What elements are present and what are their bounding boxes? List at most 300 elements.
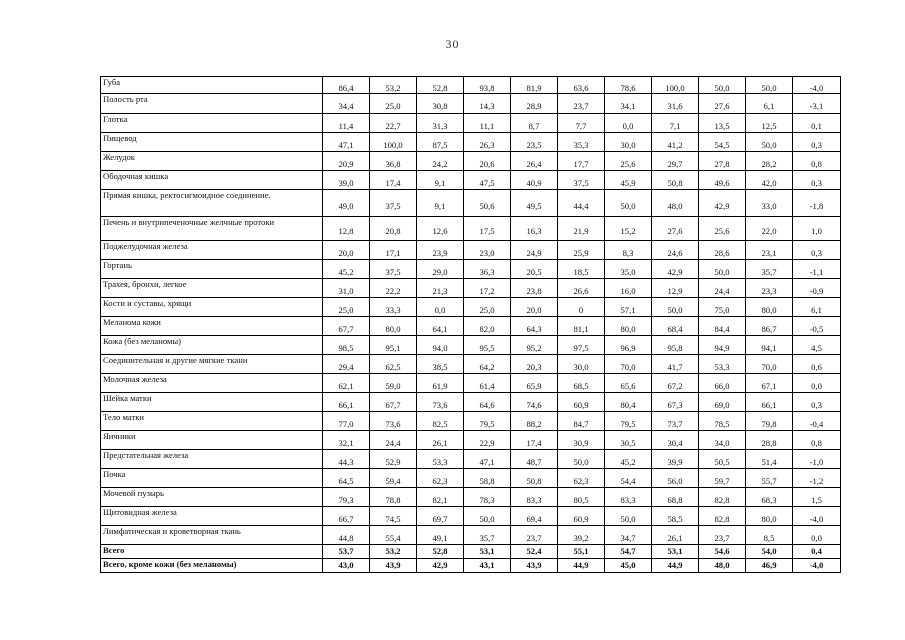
value-cell [746, 507, 793, 526]
value-cell [417, 412, 464, 431]
cell-value: 68,8 [667, 494, 683, 505]
cell-value: 42,9 [714, 200, 730, 211]
value-cell [511, 190, 558, 217]
value-cell [417, 559, 464, 573]
cell-value: 67,2 [667, 380, 683, 391]
cell-value: 50,0 [761, 139, 777, 150]
change-cell [793, 507, 841, 526]
cell-value: 43,9 [385, 560, 401, 570]
cell-value: 17,4 [526, 437, 542, 448]
total-row [101, 545, 841, 559]
cell-value: 29,0 [432, 266, 448, 277]
cell-value: 88,2 [526, 418, 542, 429]
value-cell [464, 355, 511, 374]
value-cell [558, 355, 605, 374]
value-cell [323, 450, 370, 469]
cell-value: 82,8 [714, 494, 730, 505]
value-cell [605, 336, 652, 355]
value-cell [417, 507, 464, 526]
value-cell [464, 241, 511, 260]
cell-value: 80,0 [385, 323, 401, 334]
value-cell [605, 431, 652, 450]
table-row [101, 77, 841, 94]
cell-value: 58,5 [667, 513, 683, 524]
value-cell [652, 545, 699, 559]
value-cell [605, 507, 652, 526]
cell-value: 53,2 [385, 546, 401, 556]
cell-value: 83,3 [620, 494, 636, 505]
row-label: Прямая кишка, ректосигмоидное соединение. [101, 190, 323, 217]
value-cell [370, 431, 417, 450]
value-cell [605, 260, 652, 279]
cell-value: 23,8 [526, 285, 542, 296]
value-cell [699, 507, 746, 526]
cell-value: 11,1 [479, 120, 495, 131]
value-cell [511, 374, 558, 393]
change-cell [793, 412, 841, 431]
value-cell [464, 336, 511, 355]
value-cell [652, 317, 699, 336]
cell-value: 35,7 [761, 266, 777, 277]
row-label: Пищевод [101, 133, 323, 152]
value-cell [558, 412, 605, 431]
value-cell [699, 374, 746, 393]
cell-value: 22,7 [385, 120, 401, 131]
value-cell [746, 77, 793, 94]
cell-value: 0 [578, 304, 584, 315]
cell-value: 1,5 [811, 494, 822, 505]
value-cell [417, 77, 464, 94]
value-cell [464, 77, 511, 94]
table-row [101, 152, 841, 171]
cell-value: 62,3 [573, 475, 589, 486]
change-cell [793, 77, 841, 94]
cell-value: 57,1 [620, 304, 636, 315]
cell-value: 45,2 [338, 266, 354, 277]
value-cell [511, 431, 558, 450]
cell-value: 0,3 [811, 177, 822, 188]
value-cell [323, 298, 370, 317]
value-cell [699, 279, 746, 298]
cell-value: 50,8 [667, 177, 683, 188]
cell-value: 24,2 [432, 158, 448, 169]
cell-value: 69,7 [432, 513, 448, 524]
cell-value: 66,7 [338, 513, 354, 524]
cell-value: 84,4 [714, 323, 730, 334]
value-cell [746, 94, 793, 114]
cell-value: 50,0 [667, 304, 683, 315]
value-cell [464, 393, 511, 412]
cell-value: 37,5 [385, 266, 401, 277]
cell-value: 59,7 [714, 475, 730, 486]
value-cell [652, 374, 699, 393]
value-cell [605, 77, 652, 94]
cell-value: 78,8 [385, 494, 401, 505]
cell-value: 94,1 [761, 342, 777, 353]
table-row [101, 190, 841, 217]
value-cell [558, 260, 605, 279]
row-label: Соединительная и другие мягкие ткани [101, 355, 323, 374]
cell-value: 64,5 [338, 475, 354, 486]
value-cell [558, 469, 605, 488]
cell-value: 80,0 [761, 513, 777, 524]
cell-value: 20,3 [526, 361, 542, 372]
value-cell [558, 431, 605, 450]
value-cell [417, 133, 464, 152]
value-cell [558, 545, 605, 559]
cell-value: 28,9 [526, 101, 542, 111]
value-cell [605, 190, 652, 217]
value-cell [417, 469, 464, 488]
table-row [101, 298, 841, 317]
cell-value: 0,8 [811, 437, 822, 448]
value-cell [558, 279, 605, 298]
change-cell [793, 545, 841, 559]
value-cell [511, 217, 558, 241]
value-cell [464, 133, 511, 152]
value-cell [699, 526, 746, 545]
cell-value: 24,4 [714, 285, 730, 296]
value-cell [464, 545, 511, 559]
table-row [101, 317, 841, 336]
value-cell [746, 133, 793, 152]
cell-value: 28,2 [761, 158, 777, 169]
cell-value: 52,8 [432, 82, 448, 93]
value-cell [511, 260, 558, 279]
cell-value: 42,0 [761, 177, 777, 188]
cell-value: 69,0 [714, 399, 730, 410]
value-cell [558, 133, 605, 152]
table-row [101, 94, 841, 114]
cell-value: 26,6 [573, 285, 589, 296]
cell-value: 68,3 [761, 494, 777, 505]
cell-value: -4,0 [809, 82, 824, 93]
cell-value: 35,7 [479, 532, 495, 543]
value-cell [370, 545, 417, 559]
value-cell [511, 114, 558, 133]
value-cell [511, 469, 558, 488]
value-cell [699, 114, 746, 133]
value-cell [558, 217, 605, 241]
value-cell [605, 298, 652, 317]
value-cell [464, 488, 511, 507]
value-cell [699, 241, 746, 260]
cell-value: 61,4 [479, 380, 495, 391]
cell-value: 47,1 [338, 139, 354, 150]
cell-value: 7,7 [575, 120, 587, 131]
cell-value: 0,6 [811, 361, 822, 372]
value-cell [511, 152, 558, 171]
cell-value: 26,3 [479, 139, 495, 150]
change-cell [793, 298, 841, 317]
cell-value: 81,9 [526, 82, 542, 93]
cell-value: 18,5 [573, 266, 589, 277]
value-cell [417, 190, 464, 217]
cell-value: 25,0 [479, 304, 495, 315]
table-row [101, 526, 841, 545]
value-cell [417, 393, 464, 412]
change-cell [793, 526, 841, 545]
cell-value: 44,8 [338, 532, 354, 543]
cell-value: 79,8 [761, 418, 777, 429]
value-cell [558, 190, 605, 217]
cell-value: 39,9 [667, 456, 683, 467]
cell-value: -3,1 [809, 101, 824, 111]
value-cell [417, 217, 464, 241]
value-cell [323, 336, 370, 355]
value-cell [417, 114, 464, 133]
table-row [101, 355, 841, 374]
value-cell [511, 77, 558, 94]
cell-value: 50,0 [761, 82, 777, 93]
cell-value: 55,4 [385, 532, 401, 543]
value-cell [464, 450, 511, 469]
cell-value: 25,6 [714, 226, 730, 236]
value-cell [323, 355, 370, 374]
value-cell [511, 545, 558, 559]
cell-value: 35,0 [620, 266, 636, 277]
change-cell [793, 171, 841, 190]
cell-value: 70,0 [761, 361, 777, 372]
row-label: Яичники [101, 431, 323, 450]
value-cell [370, 374, 417, 393]
cell-value: 48,7 [526, 456, 542, 467]
cell-value: 9,1 [434, 177, 446, 188]
value-cell [511, 355, 558, 374]
value-cell [746, 431, 793, 450]
cell-value: 74,6 [526, 399, 542, 410]
cell-value: 81,1 [573, 323, 589, 334]
cell-value: 17,7 [573, 158, 589, 169]
cell-value: 31,0 [338, 285, 354, 296]
cell-value: 53,1 [479, 546, 495, 556]
cell-value: 0,0 [811, 532, 822, 543]
value-cell [746, 469, 793, 488]
value-cell [558, 507, 605, 526]
cell-value: 37,5 [573, 177, 589, 188]
cell-value: 33,3 [385, 304, 401, 315]
cell-value: 53,1 [667, 546, 683, 556]
cell-value: 79,3 [338, 494, 354, 505]
table-row [101, 171, 841, 190]
table-row [101, 393, 841, 412]
cell-value: 12,8 [338, 226, 354, 236]
cell-value: 23,1 [761, 247, 777, 258]
value-cell [323, 545, 370, 559]
cell-value: 0,8 [811, 158, 822, 169]
value-cell [370, 450, 417, 469]
value-cell [323, 559, 370, 573]
value-cell [652, 336, 699, 355]
cell-value: 12,5 [761, 120, 777, 131]
cell-value: 13,5 [714, 120, 730, 131]
value-cell [511, 488, 558, 507]
value-cell [746, 260, 793, 279]
cell-value: 16,3 [526, 226, 542, 236]
value-cell [652, 488, 699, 507]
cell-value: -1,1 [809, 266, 824, 277]
value-cell [464, 526, 511, 545]
value-cell [652, 77, 699, 94]
value-cell [370, 114, 417, 133]
value-cell [558, 336, 605, 355]
value-cell [323, 152, 370, 171]
value-cell [370, 217, 417, 241]
value-cell [699, 217, 746, 241]
value-cell [746, 412, 793, 431]
value-cell [370, 77, 417, 94]
value-cell [652, 393, 699, 412]
value-cell [464, 559, 511, 573]
value-cell [511, 171, 558, 190]
cell-value: 8,7 [528, 120, 540, 131]
cell-value: 73,7 [667, 418, 683, 429]
cell-value: 67,1 [761, 380, 777, 391]
cell-value: 20,8 [385, 226, 401, 236]
cell-value: 20,5 [526, 266, 542, 277]
cell-value: 22,9 [479, 437, 495, 448]
cell-value: 54,5 [714, 139, 730, 150]
value-cell [605, 279, 652, 298]
value-cell [511, 507, 558, 526]
cell-value: 8,3 [622, 247, 634, 258]
value-cell [370, 279, 417, 298]
cell-value: 26,4 [526, 158, 542, 169]
cell-value: 20,0 [526, 304, 542, 315]
value-cell [699, 559, 746, 573]
cell-value: -0,5 [809, 323, 824, 334]
cell-value: 27,6 [714, 101, 730, 111]
cell-value: 0,4 [811, 546, 822, 556]
cell-value: 40,9 [526, 177, 542, 188]
value-cell [558, 298, 605, 317]
cell-value: -4,0 [809, 560, 824, 570]
value-cell [370, 241, 417, 260]
cell-value: 36,8 [385, 158, 401, 169]
cell-value: 50,8 [526, 475, 542, 486]
cell-value: 42,9 [667, 266, 683, 277]
row-label: Поджелудочная железа [101, 241, 323, 260]
value-cell [464, 298, 511, 317]
value-cell [370, 171, 417, 190]
change-cell [793, 133, 841, 152]
value-cell [417, 279, 464, 298]
cell-value: 0,0 [811, 380, 822, 391]
value-cell [652, 171, 699, 190]
value-cell [323, 317, 370, 336]
cell-value: 67,3 [667, 399, 683, 410]
cell-value: 78,3 [479, 494, 495, 505]
cell-value: 29,4 [338, 361, 354, 372]
table-row [101, 450, 841, 469]
cell-value: 96,9 [620, 342, 636, 353]
value-cell [605, 393, 652, 412]
cell-value: 50,0 [573, 456, 589, 467]
value-cell [699, 393, 746, 412]
cell-value: 30,0 [573, 361, 589, 372]
cell-value: 23,7 [526, 532, 542, 543]
cell-value: 53,3 [714, 361, 730, 372]
cell-value: 54,4 [620, 475, 636, 486]
value-cell [323, 488, 370, 507]
value-cell [370, 526, 417, 545]
cell-value: -4,0 [809, 513, 824, 524]
cell-value: 82,1 [432, 494, 448, 505]
value-cell [746, 336, 793, 355]
value-cell [558, 450, 605, 469]
value-cell [511, 317, 558, 336]
value-cell [746, 298, 793, 317]
change-cell [793, 217, 841, 241]
cell-value: 24,9 [526, 247, 542, 258]
value-cell [699, 450, 746, 469]
value-cell [323, 431, 370, 450]
value-cell [417, 317, 464, 336]
row-label: Меланома кожи [101, 317, 323, 336]
value-cell [746, 317, 793, 336]
value-cell [558, 171, 605, 190]
cell-value: 60,9 [573, 399, 589, 410]
cell-value: 0,0 [622, 120, 634, 131]
cell-value: 17,4 [385, 177, 401, 188]
value-cell [464, 171, 511, 190]
row-label: Гортань [101, 260, 323, 279]
cell-value: 41,2 [667, 139, 683, 150]
cell-value: 43,9 [526, 560, 542, 570]
cell-value: 83,3 [526, 494, 542, 505]
cell-value: 0,0 [434, 304, 446, 315]
value-cell [558, 488, 605, 507]
value-cell [464, 94, 511, 114]
cell-value: 64,2 [479, 361, 495, 372]
cell-value: 26,1 [432, 437, 448, 448]
value-cell [699, 469, 746, 488]
cell-value: 25,0 [338, 304, 354, 315]
value-cell [746, 241, 793, 260]
value-cell [370, 298, 417, 317]
value-cell [464, 217, 511, 241]
cell-value: 44,9 [667, 560, 683, 570]
cell-value: -1,2 [809, 475, 824, 486]
cell-value: 44,3 [338, 456, 354, 467]
cell-value: 50,6 [479, 200, 495, 211]
value-cell [558, 374, 605, 393]
value-cell [746, 279, 793, 298]
value-cell [511, 393, 558, 412]
value-cell [605, 241, 652, 260]
change-cell [793, 279, 841, 298]
table-row [101, 241, 841, 260]
value-cell [699, 94, 746, 114]
change-cell [793, 450, 841, 469]
table-row [101, 279, 841, 298]
row-label: Глотка [101, 114, 323, 133]
value-cell [417, 94, 464, 114]
value-cell [417, 431, 464, 450]
cell-value: 68,5 [573, 380, 589, 391]
value-cell [558, 77, 605, 94]
value-cell [605, 171, 652, 190]
cell-value: 55,7 [761, 475, 777, 486]
value-cell [417, 488, 464, 507]
cell-value: 34,0 [714, 437, 730, 448]
row-label: Лимфатическая и кроветворная ткань [101, 526, 323, 545]
value-cell [699, 260, 746, 279]
value-cell [323, 190, 370, 217]
cell-value: 73,6 [385, 418, 401, 429]
cell-value: 49,5 [526, 200, 542, 211]
value-cell [417, 260, 464, 279]
